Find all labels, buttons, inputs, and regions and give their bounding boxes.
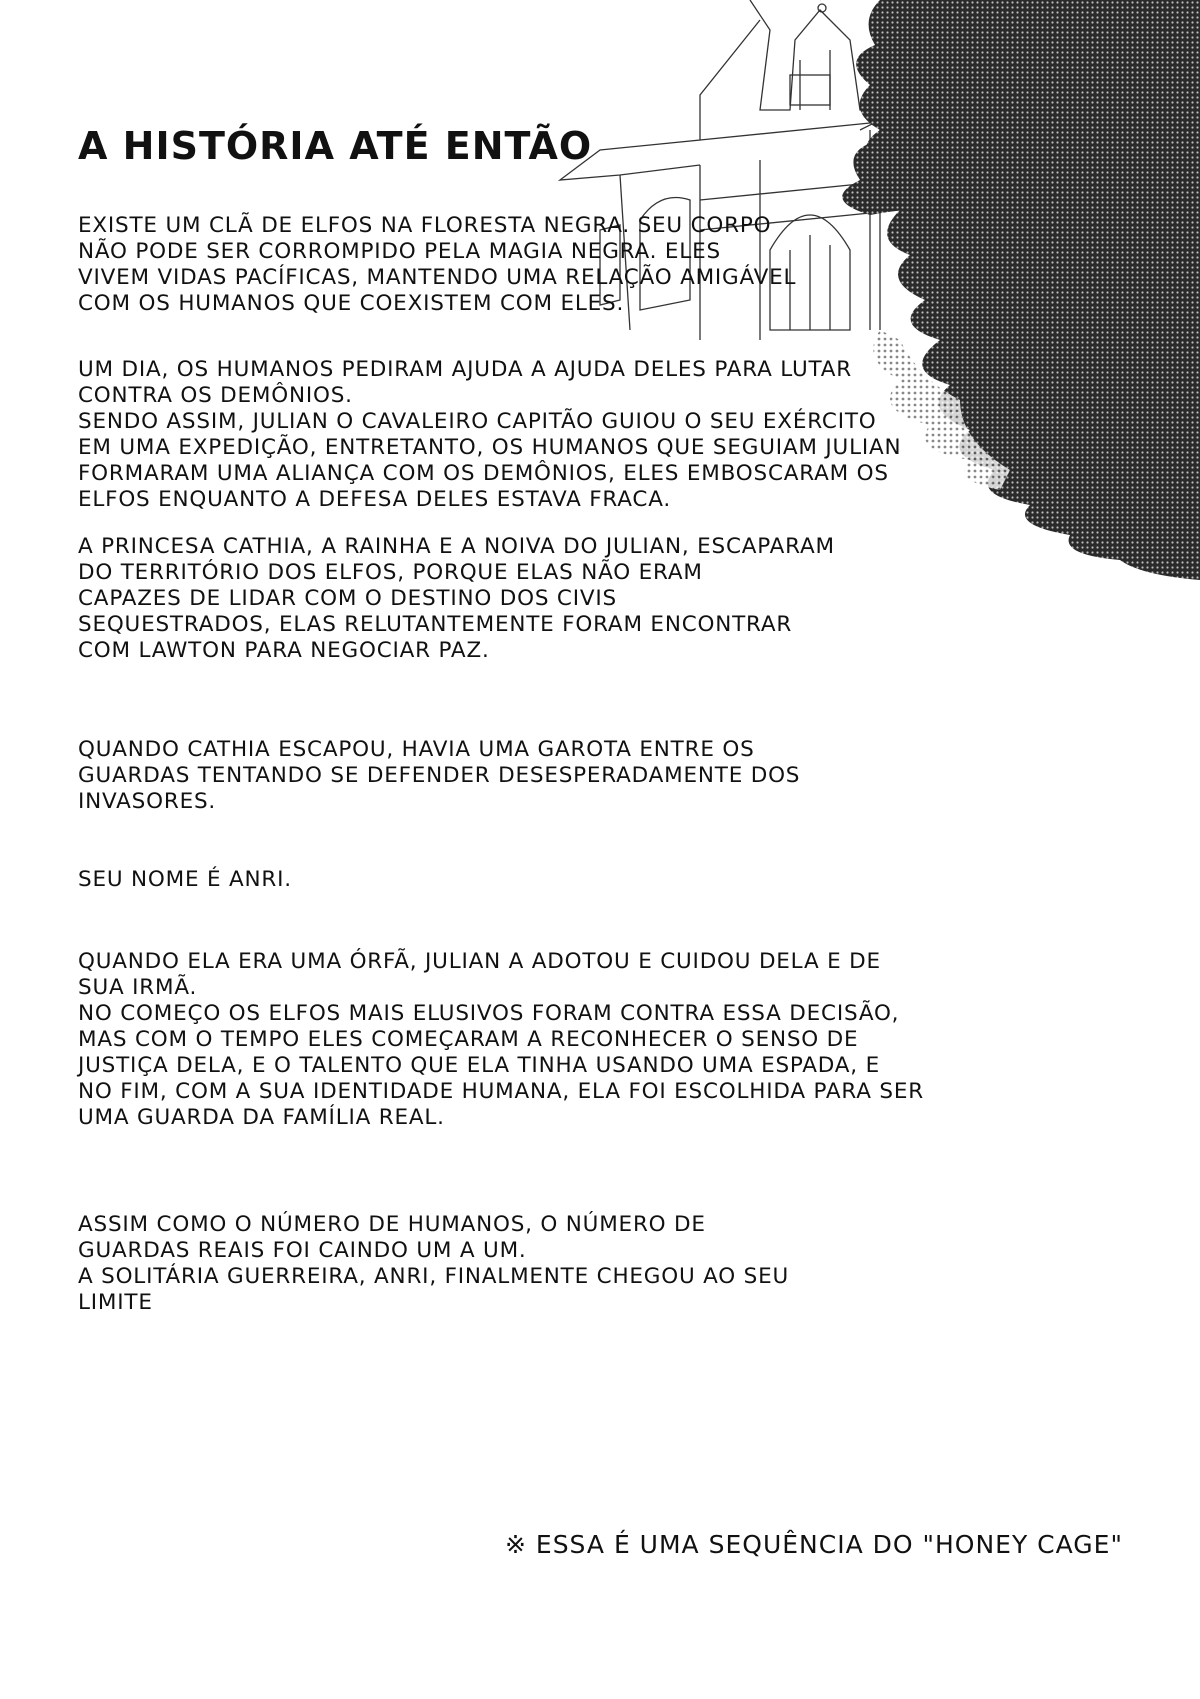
story-paragraph-2: UM DIA, OS HUMANOS PEDIRAM AJUDA A AJUDA DELES PARA LUTAR CONTRA OS DEMÔNIOS. SENDO ASSIM, JULIAN O CAVALEIRO CAPITÃO GUIOU O SEU EXÉRCITO EM UMA EXPEDIÇÃO, ENTRETANTO, OS HUMANOS QUE SEGUIAM JULIAN FORMARAM UMA ALIANÇA COM OS DEMÔNIOS, ELES EMBOSCARAM OS ELFOS ENQUANTO A DEFESA DELES ESTAVA FRACA.	[78, 357, 902, 512]
story-paragraph-5: SEU NOME É ANRI.	[78, 867, 292, 892]
story-paragraph-1: EXISTE UM CLÃ DE ELFOS NA FLORESTA NEGRA. SEU CORPO NÃO PODE SER CORROMPIDO PELA MAGIA NEGRA. ELES VIVEM VIDAS PACÍFICAS, MANTENDO UMA RELAÇÃO AMIGÁVEL COM OS HUMANOS QUE COEXISTEM COM ELES.	[78, 213, 797, 316]
story-paragraph-7: ASSIM COMO O NÚMERO DE HUMANOS, O NÚMERO DE GUARDAS REAIS FOI CAINDO UM A UM. A SOLITÁRIA GUERREIRA, ANRI, FINALMENTE CHEGOU AO SEU LIMITE	[78, 1212, 790, 1315]
story-paragraph-4: QUANDO CATHIA ESCAPOU, HAVIA UMA GAROTA ENTRE OS GUARDAS TENTANDO SE DEFENDER DESESPERADAMENTE DOS INVASORES.	[78, 737, 801, 814]
story-paragraph-3: A PRINCESA CATHIA, A RAINHA E A NOIVA DO JULIAN, ESCAPARAM DO TERRITÓRIO DOS ELFOS, PORQUE ELAS NÃO ERAM CAPAZES DE LIDAR COM O DESTINO DOS CIVIS SEQUESTRADOS, ELAS RELUTANTEMENTE FORAM ENCONTRAR COM LAWTON PARA NEGOCIAR PAZ.	[78, 534, 835, 663]
sequel-note: ※ ESSA É UMA SEQUÊNCIA DO "HONEY CAGE"	[505, 1530, 1123, 1559]
story-paragraph-6: QUANDO ELA ERA UMA ÓRFÃ, JULIAN A ADOTOU E CUIDOU DELA E DE SUA IRMÃ. NO COMEÇO OS ELFOS MAIS ELUSIVOS FORAM CONTRA ESSA DECISÃO, MAS COM O TEMPO ELES COMEÇARAM A RECONHECER O SENSO DE JUSTIÇA DELA, E O TALENTO QUE ELA TINHA USANDO UMA ESPADA, E NO FIM, COM A SUA IDENTIDADE HUMANA, ELA FOI ESCOLHIDA PARA SER UMA GUARDA DA FAMÍLIA REAL.	[78, 949, 924, 1130]
page-title: A HISTÓRIA ATÉ ENTÃO	[78, 124, 593, 168]
